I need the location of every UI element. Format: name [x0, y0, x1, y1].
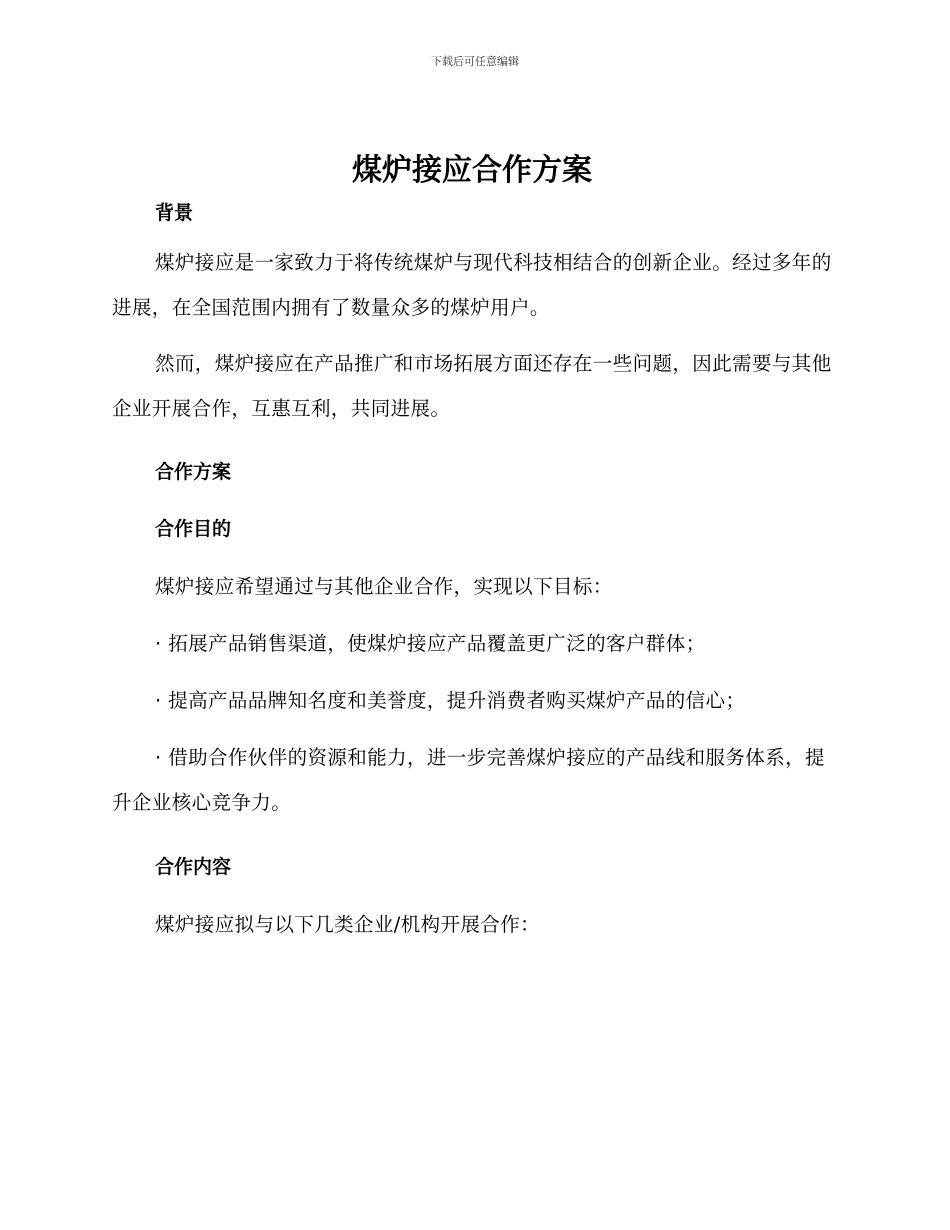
document-title: 煤炉接应合作方案	[352, 153, 592, 188]
section-heading-plan: 合作方案	[155, 461, 232, 483]
goal-bullet-item: · 提高产品品牌知名度和美誉度，提升消费者购买煤炉产品的信心；	[155, 689, 746, 712]
page-header-note: 下载后可任意编辑	[431, 55, 519, 68]
goal-intro-paragraph: 煤炉接应希望通过与其他企业合作，实现以下目标：	[155, 575, 613, 598]
content-intro-paragraph: 煤炉接应拟与以下几类企业/机构开展合作：	[155, 913, 541, 936]
document-body	[112, 148, 832, 947]
section-heading-background: 背景	[155, 202, 194, 224]
goal-bullet-item: · 借助合作伙伴的资源和能力，进一步完善煤炉接应的产品线和服务体系，提升企业核心竞争力。	[112, 746, 825, 814]
section-heading-goal: 合作目的	[155, 518, 232, 540]
section-heading-content: 合作内容	[155, 856, 232, 878]
goal-bullet-item: · 拓展产品销售渠道，使煤炉接应产品覆盖更广泛的客户群体；	[155, 632, 706, 655]
background-paragraph-1: 煤炉接应是一家致力于将传统煤炉与现代科技相结合的创新企业。经过多年的进展，在全国范围内拥有了数量众多的煤炉用户。	[112, 251, 832, 319]
background-paragraph-2: 然而，煤炉接应在产品推广和市场拓展方面还存在一些问题，因此需要与其他企业开展合作，互惠互利，共同进展。	[112, 352, 832, 420]
